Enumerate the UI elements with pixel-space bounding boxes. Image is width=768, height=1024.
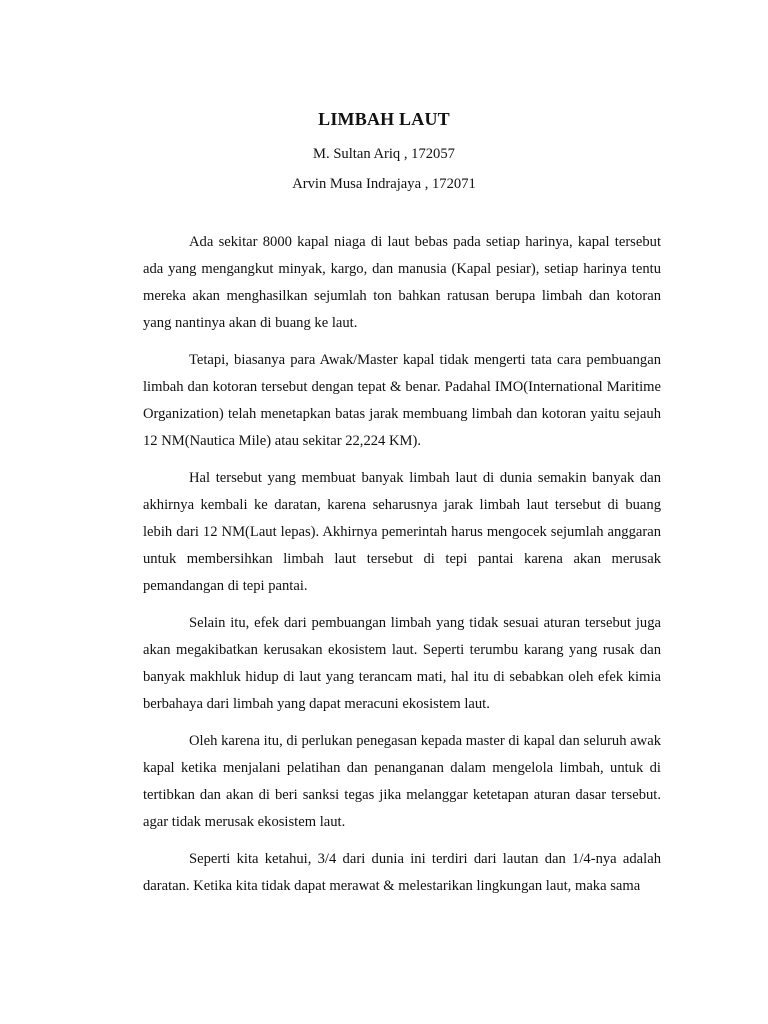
author-line-2: Arvin Musa Indrajaya , 172071: [292, 176, 476, 192]
paragraph-2: Tetapi, biasanya para Awak/Master kapal tidak mengerti tata cara pembuangan limbah dan kotoran tersebut dengan tepat & benar. Padahal IMO(International Maritime Organization) telah menetapkan batas jarak membuang limbah dan kotoran yaitu sejauh 12 NM(Nautica Mile) atau sekitar 22,224 KM).: [143, 352, 661, 449]
author-line-1: M. Sultan Ariq , 172057: [313, 146, 455, 162]
paragraph-4: Selain itu, efek dari pembuangan limbah yang tidak sesuai aturan tersebut juga akan megakibatkan kerusakan ekosistem laut. Seperti terumbu karang yang rusak dan banyak makhluk hidup di laut yang terancam mati, hal itu di sebabkan oleh efek kimia berbahaya dari limbah yang dapat meracuni ekosistem laut.: [143, 615, 661, 712]
paragraph-5: Oleh karena itu, di perlukan penegasan kepada master di kapal dan seluruh awak kapal ketika menjalani pelatihan dan penanganan dalam mengelola limbah, untuk di tertibkan dan akan di beri sanksi tegas jika melanggar ketetapan aturan dasar tersebut. agar tidak merusak ekosistem laut.: [143, 733, 661, 830]
paragraph-3: Hal tersebut yang membuat banyak limbah laut di dunia semakin banyak dan akhirnya kembali ke daratan, karena seharusnya jarak limbah laut tersebut di buang lebih dari 12 NM(Laut lepas). Akhirnya pemerintah harus mengocek sejumlah anggaran untuk membersihkan limbah laut tersebut di tepi pantai karena akan merusak pemandangan di tepi pantai.: [143, 470, 661, 594]
document-body: [143, 229, 661, 910]
document-title: LIMBAH LAUT: [318, 109, 450, 129]
paragraph-1: Ada sekitar 8000 kapal niaga di laut bebas pada setiap harinya, kapal tersebut ada yang mengangkut minyak, kargo, dan manusia (Kapal pesiar), setiap harinya tentu mereka akan menghasilkan sejumlah ton bahkan ratusan berupa limbah dan kotoran yang nantinya akan di buang ke laut.: [143, 234, 661, 331]
paragraph-6: Seperti kita ketahui, 3/4 dari dunia ini terdiri dari lautan dan 1/4-nya adalah daratan. Ketika kita tidak dapat merawat & melestarikan lingkungan laut, maka sama: [143, 851, 661, 894]
